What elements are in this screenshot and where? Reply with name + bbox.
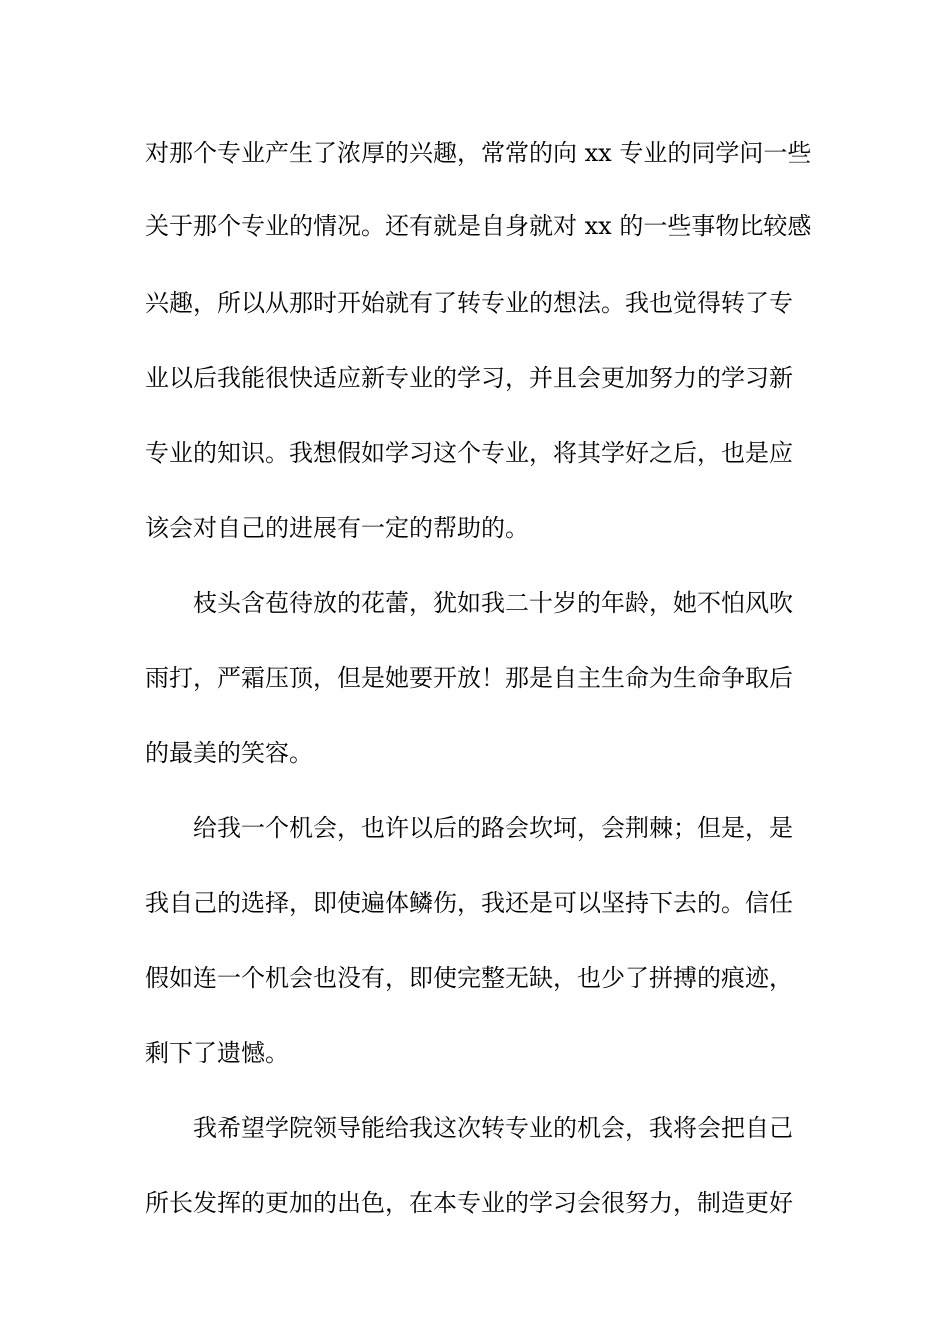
text-line: 兴趣，所以从那时开始就有了转专业的想法。我也觉得转了专 <box>145 289 793 317</box>
text-line: 关于那个专业的情况。还有就是自身就对 xx 的一些事物比较感 <box>145 212 812 240</box>
paragraph-first-line: 给我一个机会，也许以后的路会坎坷，会荆棘；但是，是 <box>193 814 793 842</box>
text-line: 对那个专业产生了浓厚的兴趣，常常的向 xx 专业的同学问一些 <box>145 139 812 167</box>
text-line: 所长发挥的更加的出色，在本专业的学习会很努力，制造更好 <box>145 1189 793 1217</box>
text-line: 该会对自己的进展有一定的帮助的。 <box>145 514 529 542</box>
text-line: 我自己的选择，即使遍体鳞伤，我还是可以坚持下去的。信任 <box>145 889 793 917</box>
text-line: 假如连一个机会也没有，即使完整无缺，也少了拼搏的痕迹， <box>145 964 793 992</box>
paragraph-first-line: 我希望学院领导能给我这次转专业的机会，我将会把自己 <box>193 1114 793 1142</box>
text-line: 专业的知识。我想假如学习这个专业，将其学好之后，也是应 <box>145 439 793 467</box>
text-line: 业以后我能很快适应新专业的学习，并且会更加努力的学习新 <box>145 364 793 392</box>
text-line: 的最美的笑容。 <box>145 739 313 767</box>
text-line: 雨打，严霜压顶，但是她要开放！那是自主生命为生命争取后 <box>145 664 793 692</box>
paragraph-first-line: 枝头含苞待放的花蕾，犹如我二十岁的年龄，她不怕风吹 <box>193 589 793 617</box>
text-line: 剩下了遗憾。 <box>145 1039 289 1067</box>
